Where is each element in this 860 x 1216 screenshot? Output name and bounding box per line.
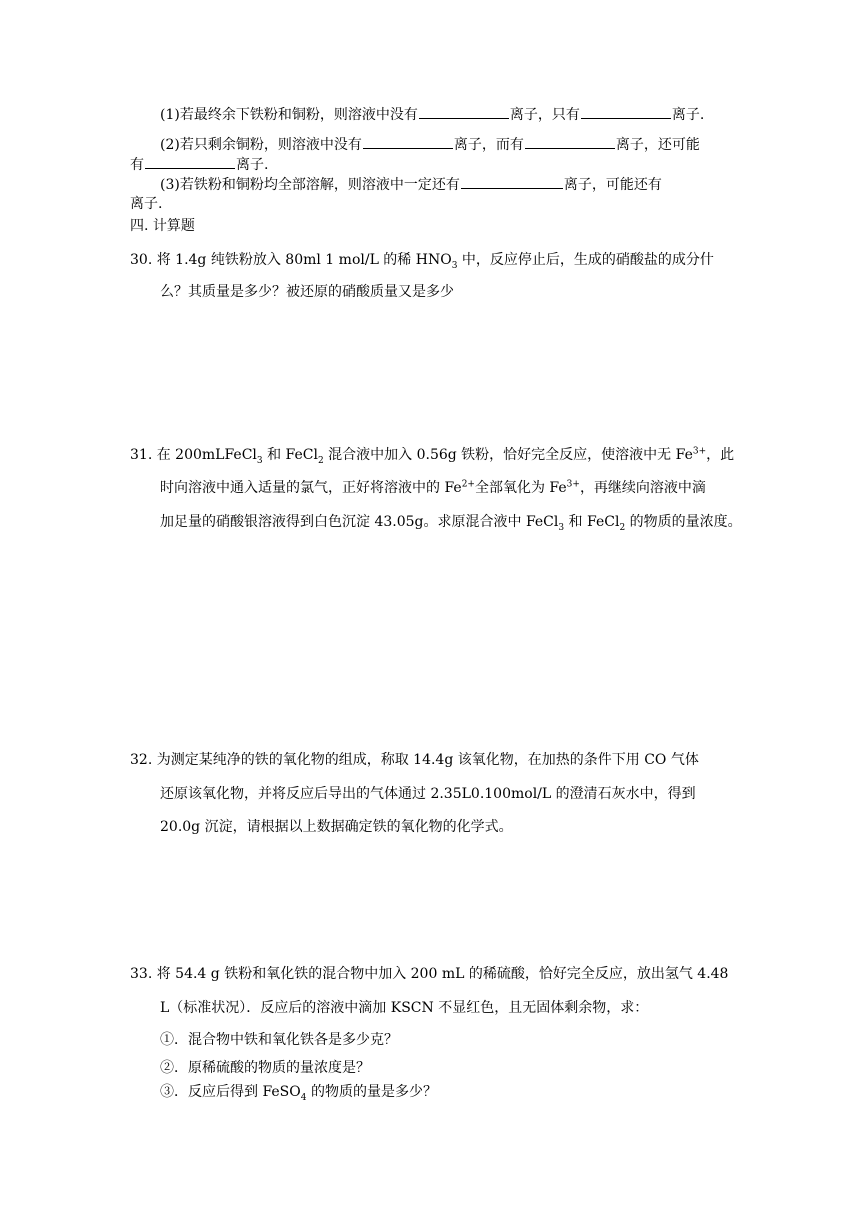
answer-blank[interactable] xyxy=(525,134,615,149)
q31-line-1 xyxy=(130,445,734,465)
q33-text: ③．反应后得到 FeSO xyxy=(160,1084,301,1100)
q31-text: ，再继续向溶液中滴 xyxy=(579,480,706,496)
question-1-text-b: 离子，只有 xyxy=(509,107,580,123)
question-2-text-d: 有 xyxy=(130,157,144,173)
q32-line-3: 20.0g 沉淀，请根据以上数据确定铁的氧化物的化学式。 xyxy=(160,819,513,835)
q33-subquestion-1: ①．混合物中铁和氧化铁各是多少克？ xyxy=(160,1032,398,1048)
question-3-text-c: 离子. xyxy=(130,196,163,212)
superscript: 3+ xyxy=(566,479,580,490)
q32-line-2: 还原该氧化物，并将反应后导出的气体通过 2.35L0.100mol/L 的澄清石灰水中，得到 xyxy=(160,786,696,802)
subscript: 3 xyxy=(451,260,458,271)
q31-text: 的物质的量浓度。 xyxy=(625,514,742,530)
answer-blank[interactable] xyxy=(145,154,235,169)
section-title: 四. 计算题 xyxy=(130,218,195,234)
q31-text: 加足量的硝酸银溶液得到白色沉淀 43.05g。求原混合液中 FeCl xyxy=(160,514,559,530)
q31-text: 混合液中加入 0.56g 铁粉，恰好完全反应，使溶液中无 Fe xyxy=(323,447,693,463)
question-2-text-a: (2)若只剩余铜粉，则溶液中没有 xyxy=(160,137,362,153)
subscript: 2 xyxy=(619,522,626,533)
question-2-line-2 xyxy=(130,154,268,175)
answer-blank[interactable] xyxy=(461,174,563,189)
question-2-text-e: 离子. xyxy=(236,157,269,173)
subscript: 2 xyxy=(317,455,324,466)
question-2-text-c: 离子，还可能 xyxy=(615,137,700,153)
question-3-line-2 xyxy=(130,194,162,214)
q31-text: 全部氧化为 Fe xyxy=(474,480,567,496)
q33-subquestion-3 xyxy=(160,1082,437,1102)
superscript: 3+ xyxy=(692,446,707,457)
q33-subquestion-2: ②．原稀硫酸的物质的量浓度是？ xyxy=(160,1060,370,1076)
q33-line-2: L（标准状况）．反应后的溶液中滴加 KSCN 不显红色，且无固体剩余物，求： xyxy=(160,1000,649,1016)
q30-text: 30. 将 1.4g 纯铁粉放入 80ml 1 mol/L 的稀 HNO xyxy=(130,252,452,268)
q30-text: 中，反应停止后，生成的硝酸盐的成分什 xyxy=(457,252,714,268)
question-3-text-a: (3)若铁粉和铜粉均全部溶解，则溶液中一定还有 xyxy=(160,177,460,193)
question-2-line-1 xyxy=(160,134,700,155)
subscript: 3 xyxy=(558,522,565,533)
question-1-text-a: (1)若最终余下铁粉和铜粉，则溶液中没有 xyxy=(160,107,418,123)
q30-line-1 xyxy=(130,250,714,270)
answer-blank[interactable] xyxy=(419,104,509,119)
q33-text: 的物质的量是多少？ xyxy=(306,1084,437,1100)
answer-blank[interactable] xyxy=(363,134,453,149)
q31-text: 31. 在 200mLFeCl xyxy=(130,447,257,463)
q31-text: 和 FeCl xyxy=(262,447,318,463)
question-2-text-b: 离子，而有 xyxy=(453,137,524,153)
q31-text: ，此 xyxy=(706,447,735,463)
q33-line-1: 33. 将 54.4 g 铁粉和氧化铁的混合物中加入 200 mL 的稀硫酸，恰好完全反应，放出氢气 4.48 xyxy=(130,966,729,982)
q31-line-2 xyxy=(160,478,706,498)
question-1 xyxy=(160,104,704,125)
q32-line-1: 32. 为测定某纯净的铁的氧化物的组成，称取 14.4g 该氧化物，在加热的条件下用 CO 气体 xyxy=(130,752,699,768)
q31-line-3 xyxy=(160,512,742,532)
q30-line-2: 么？其质量是多少？被还原的硝酸质量又是多少 xyxy=(160,284,454,300)
question-3-text-b: 离子，可能还有 xyxy=(563,177,662,193)
subscript: 4 xyxy=(300,1092,307,1103)
superscript: 2+ xyxy=(461,479,475,490)
subscript: 3 xyxy=(256,455,263,466)
q31-text: 时向溶液中通入适量的氯气，正好将溶液中的 Fe xyxy=(160,480,462,496)
q31-text: 和 FeCl xyxy=(564,514,620,530)
question-3-line-1 xyxy=(160,174,662,195)
question-1-text-c: 离子. xyxy=(671,107,705,123)
answer-blank[interactable] xyxy=(581,104,671,119)
